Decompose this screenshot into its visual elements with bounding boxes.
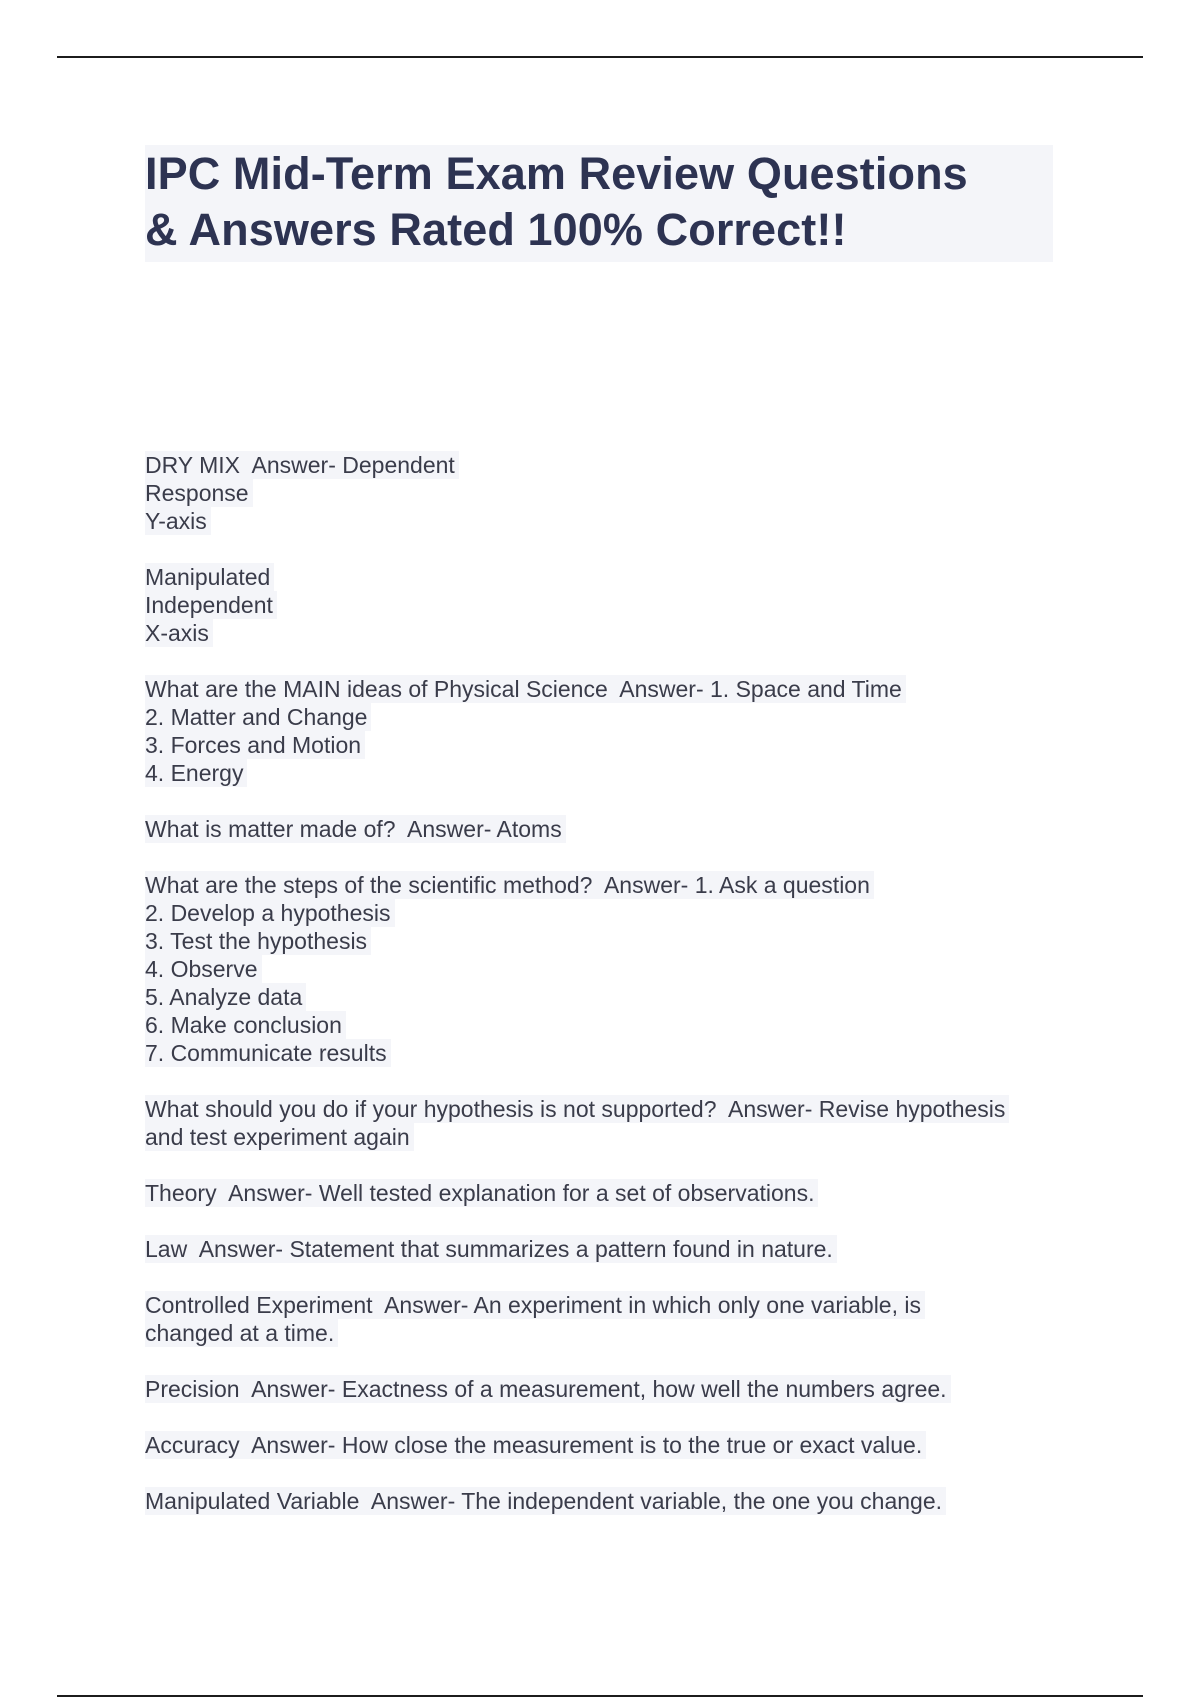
qa-entry [145, 1431, 1085, 1459]
qa-line: Law Answer- Statement that summarizes a pattern found in nature. [145, 1235, 837, 1263]
qa-line: Independent [145, 591, 277, 619]
qa-line: Accuracy Answer- How close the measurement is to the true or exact value. [145, 1431, 926, 1459]
qa-line: Response [145, 479, 253, 507]
qa-line: Manipulated [145, 563, 274, 591]
qa-line: 4. Observe [145, 955, 262, 983]
qa-line: 4. Energy [145, 759, 247, 787]
title-line: IPC Mid-Term Exam Review Questions [145, 148, 968, 199]
qa-line: 3. Test the hypothesis [145, 927, 371, 955]
qa-line: What are the steps of the scientific method? Answer- 1. Ask a question [145, 871, 874, 899]
qa-entry [145, 1487, 1085, 1515]
page-title [145, 145, 1053, 260]
qa-line: 5. Analyze data [145, 983, 306, 1011]
qa-line: What are the MAIN ideas of Physical Science Answer- 1. Space and Time [145, 675, 906, 703]
qa-entry [145, 675, 1085, 787]
qa-entry [145, 451, 1085, 647]
qa-line: X-axis [145, 619, 213, 647]
qa-line: and test experiment again [145, 1123, 414, 1151]
qa-line: 6. Make conclusion [145, 1011, 346, 1039]
top-divider [57, 56, 1143, 58]
qa-entry [145, 1235, 1085, 1263]
qa-line: DRY MIX Answer- Dependent [145, 451, 459, 479]
qa-entry [145, 815, 1085, 843]
qa-entry [145, 1291, 1085, 1347]
qa-entry [145, 871, 1085, 1067]
qa-line: Manipulated Variable Answer- The independent variable, the one you change. [145, 1487, 946, 1515]
bottom-divider [57, 1695, 1143, 1697]
qa-line: What should you do if your hypothesis is not supported? Answer- Revise hypothesis [145, 1095, 1009, 1123]
qa-line: Theory Answer- Well tested explanation for a set of observations. [145, 1179, 818, 1207]
qa-line: Controlled Experiment Answer- An experiment in which only one variable, is [145, 1291, 925, 1319]
qa-entry [145, 1375, 1085, 1403]
qa-line: What is matter made of? Answer- Atoms [145, 815, 566, 843]
qa-line: changed at a time. [145, 1319, 338, 1347]
qa-line: 7. Communicate results [145, 1039, 391, 1067]
qa-entry [145, 1095, 1085, 1151]
title-line: & Answers Rated 100% Correct!! [145, 204, 847, 255]
qa-line: 2. Matter and Change [145, 703, 371, 731]
blank-line [145, 535, 149, 563]
qa-line: Precision Answer- Exactness of a measurement, how well the numbers agree. [145, 1375, 951, 1403]
qa-line: Y-axis [145, 507, 211, 535]
qa-line: 2. Develop a hypothesis [145, 899, 395, 927]
qa-line: 3. Forces and Motion [145, 731, 365, 759]
qa-list [145, 451, 1085, 1543]
title-block [145, 145, 1053, 262]
qa-entry [145, 1179, 1085, 1207]
